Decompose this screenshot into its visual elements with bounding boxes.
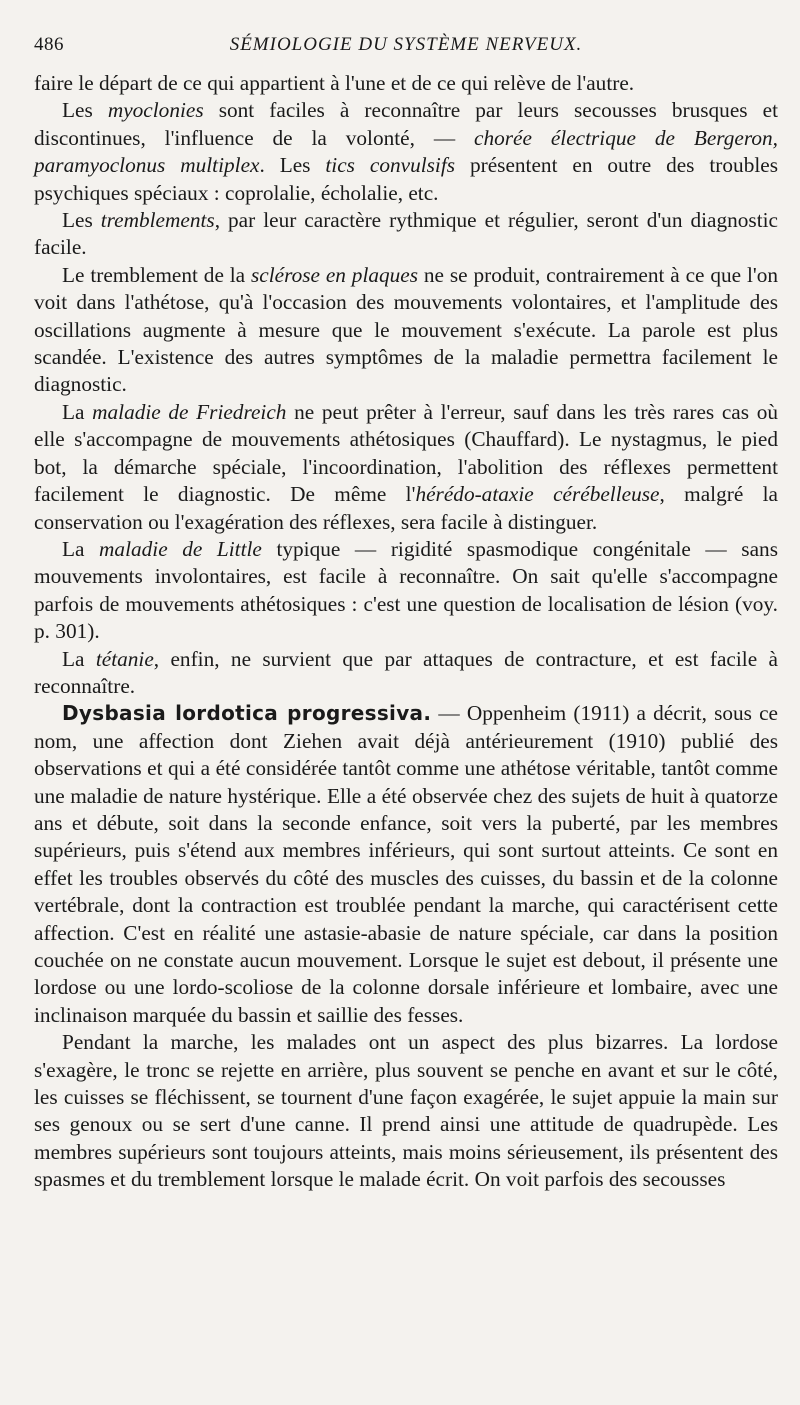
text-run: , enfin, ne survient que par attaques de contracture, et est facile à reconnaître. (34, 646, 778, 698)
text-run: . Les (259, 153, 326, 178)
page-number: 486 (34, 34, 64, 55)
paragraph-marche: Pendant la marche, les malades ont un aspect des plus bizarres. La lordose s'exagère, le tronc se rejette en arrière, plus souvent se penche en avant et sur le côté, les cuisses se fléchissent, se tournent d'une façon exagérée, le sujet appuie la main sur ses genoux ou se sert d'une canne. Il prend ainsi une attitude de quadrupède. Les membres supérieurs sont toujours atteints, mais moins sérieusement, ils présentent des spasmes et du tremblement lorsque le malade écrit. On voit parfois des secousses (34, 1030, 778, 1192)
italic-term: hérédo-ataxie cérébelleuse (415, 482, 660, 507)
paragraph-sclerose (34, 262, 778, 399)
text-run: Les (62, 208, 101, 233)
text-run: sont faciles à reconnaître par leurs secousses brusques et discontinues, l'influence de la volonté, — (34, 98, 779, 150)
paragraph-tetanie (34, 646, 778, 701)
paragraph-tremblements (34, 207, 778, 262)
italic-term: chorée électrique de Bergeron, paramyoclonus multiplex (34, 125, 779, 178)
body-text (34, 70, 778, 1194)
text-run: La (62, 646, 96, 671)
text-run: La (62, 536, 100, 561)
text-run: Les (62, 98, 108, 123)
italic-term: tétanie (95, 646, 154, 671)
paragraph-friedreich (34, 399, 778, 536)
text-run: typique — rigidité spasmodique congénitale — sans mouvements involontaires, est facile à reconnaître. On sait qu'elle s'accompagne parfois de mouvements athétosiques : c'est une question de localisation de lésion (voy. p. 301). (34, 536, 778, 644)
italic-term: sclérose en plaques (250, 262, 419, 287)
text-run: , malgré la conservation ou l'exagération des réflexes, sera facile à distinguer. (34, 482, 779, 534)
paragraph-little (34, 536, 778, 646)
text-run: Le tremblement de la (62, 262, 251, 287)
running-head (34, 30, 778, 70)
text-run: La (62, 399, 93, 424)
italic-term: tremblements (100, 208, 215, 233)
italic-term: tics convulsifs (325, 153, 456, 178)
italic-term: myoclonies (107, 98, 204, 123)
text-run: , par leur caractère rythmique et régulier, seront d'un diagnostic facile. (34, 208, 779, 260)
text-run: présentent en outre des troubles psychiques spéciaux : coprolalie, écholalie, etc. (34, 153, 778, 205)
paragraph-myoclonies (34, 97, 778, 207)
section-title: Dysbasia lordotica progressiva. (62, 701, 432, 726)
text-run: ne peut prêter à l'erreur, sauf dans les très rares cas où elle s'accompagne de mouvements athétosiques (Chauffard). Le nystagmus, le pied bot, la démarche spéciale, l'incoordination, l'abolition des réflexes permettent facilement le diagnostic. De même l' (34, 399, 778, 507)
section-text: — Oppenheim (1911) a décrit, sous ce nom, une affection dont Ziehen avait déjà antérieurement (1910) publié des observations et qui a été considérée tantôt comme une athétose véritable, tantôt comme une maladie de nature hystérique. Elle a été observée chez des sujets de huit à quatorze ans et débute, soit dans la seconde enfance, soit vers la puberté, par les membres supérieurs, puis s'étend aux membres inférieurs, qui sont surtout atteints. Ce sont en effet les troubles observés du côté des muscles des cuisses, du bassin et de la colonne vertébrale, dont la contraction est troublée pendant la marche, qui caractérisent cette affection. C'est en réalité une astasie-abasie de nature spéciale, car dans la position couchée on ne constate aucun mouvement. Lorsque le sujet est debout, il présente une lordose ou une lordo-scoliose de la colonne dorsale inférieure et lombaire, avec une inclinaison marquée du bassin et saillie des fesses. (34, 701, 778, 1027)
paragraph-1: faire le départ de ce qui appartient à l'une et de ce qui relève de l'autre. (34, 71, 635, 95)
running-title: SÉMIOLOGIE DU SYSTÈME NERVEUX. (229, 34, 583, 55)
italic-term: maladie de Friedreich (92, 399, 287, 424)
section-dysbasia (34, 700, 778, 1029)
text-run: ne se produit, contrairement à ce que l'on voit dans l'athétose, qu'à l'occasion des mouvements volontaires, et l'amplitude des oscillations augmente à mesure que le mouvement s'exécute. La parole est plus scandée. L'existence des autres symptômes de la maladie permettra facilement le diagnostic. (34, 262, 778, 397)
italic-term: maladie de Little (99, 536, 262, 561)
